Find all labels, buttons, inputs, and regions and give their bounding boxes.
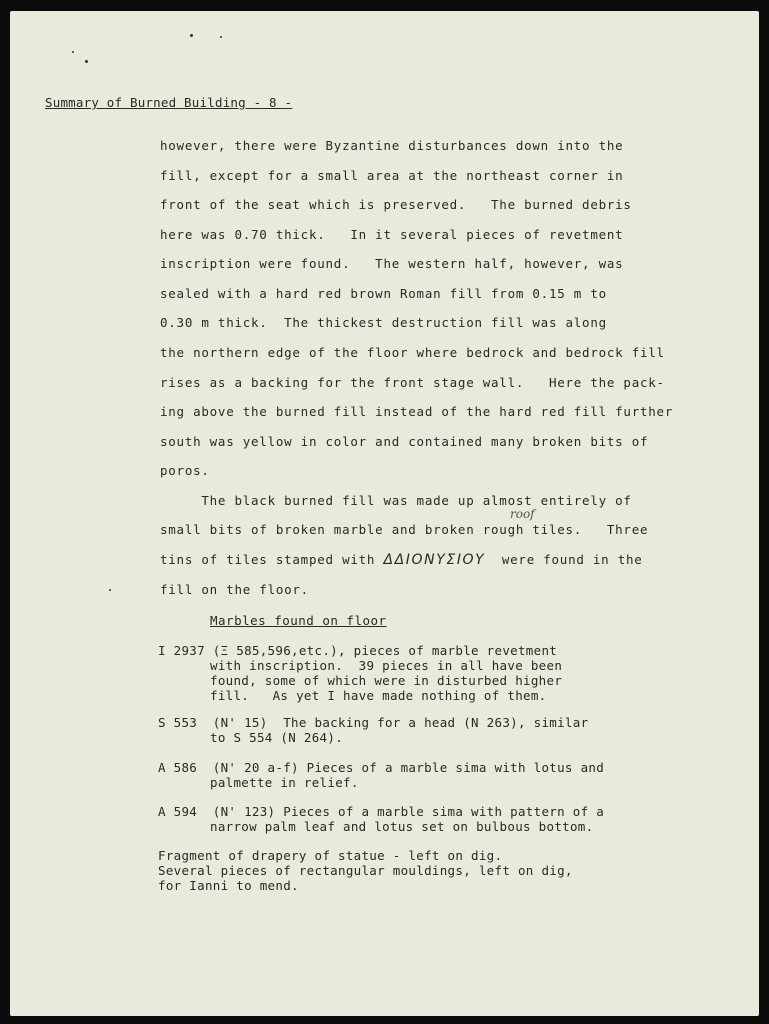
body-line: poros. [160, 463, 210, 478]
body-line: here was 0.70 thick. In it several pieces of revetment [160, 227, 624, 242]
body-line: small bits of broken marble and broken rough tiles. Three [160, 522, 649, 537]
entry-continuation-line: to S 554 (N 264). [210, 730, 344, 745]
entry-continuation-line: narrow palm leaf and lotus set on bulbous bottom. [210, 819, 594, 834]
entry-first-line: S 553 (N' 15) The backing for a head (N 263), similar [158, 715, 589, 730]
body-line: south was yellow in color and contained many broken bits of [160, 434, 649, 449]
body-line: ing above the burned fill instead of the hard red fill further [160, 404, 674, 419]
ink-speck [109, 589, 111, 591]
body-line: fill, except for a small area at the northeast corner in [160, 168, 624, 183]
marbles-subheading: Marbles found on floor [210, 613, 387, 628]
marble-entry [158, 760, 604, 790]
entry-first-line: A 594 (N' 123) Pieces of a marble sima with pattern of a [158, 804, 605, 819]
body-line: the northern edge of the floor where bedrock and bedrock fill [160, 345, 665, 360]
entry-continuation-line: with inscription. 39 pieces in all have been [210, 658, 563, 673]
body-line: front of the seat which is preserved. The burned debris [160, 197, 632, 212]
marble-entry [158, 715, 588, 745]
ink-speck [190, 34, 193, 37]
body-line: sealed with a hard red brown Roman fill from 0.15 m to [160, 286, 607, 301]
body-line: The black burned fill was made up almost entirely of [160, 493, 632, 508]
entry-continuation-line: palmette in relief. [210, 775, 359, 790]
marble-entry [158, 643, 562, 703]
entry-first-line: I 2937 (Ξ 585,596,etc.), pieces of marble revetment [158, 643, 558, 658]
greek-stamp-text: ΔΔΙΟΝΥΣΙΟΥ [383, 552, 486, 568]
closing-notes: Fragment of drapery of statue - left on dig. Several pieces of rectangular mouldings, left on dig, for Ianni to mend. [158, 848, 573, 893]
page-header: Summary of Burned Building - 8 - [45, 95, 293, 110]
ink-speck [85, 60, 88, 63]
ink-speck [220, 36, 222, 38]
body-line: 0.30 m thick. The thickest destruction fill was along [160, 315, 607, 330]
handwritten-insert: roof [510, 507, 535, 521]
stamp-line: tins of tiles stamped with ΔΔΙΟΝΥΣΙΟΥ were found in the [160, 552, 643, 568]
body-line: rises as a backing for the front stage wall. Here the pack- [160, 375, 665, 390]
entry-continuation-line: found, some of which were in disturbed higher [210, 673, 563, 688]
marble-entry [158, 804, 604, 834]
document-page [10, 11, 759, 1016]
entry-first-line: A 586 (N' 20 a-f) Pieces of a marble sima with lotus and [158, 760, 605, 775]
body-line: however, there were Byzantine disturbances down into the [160, 138, 624, 153]
floor-line: fill on the floor. [160, 582, 309, 597]
ink-speck [72, 51, 74, 53]
body-line: inscription were found. The western half, however, was [160, 256, 624, 271]
entry-continuation-line: fill. As yet I have made nothing of them. [210, 688, 547, 703]
